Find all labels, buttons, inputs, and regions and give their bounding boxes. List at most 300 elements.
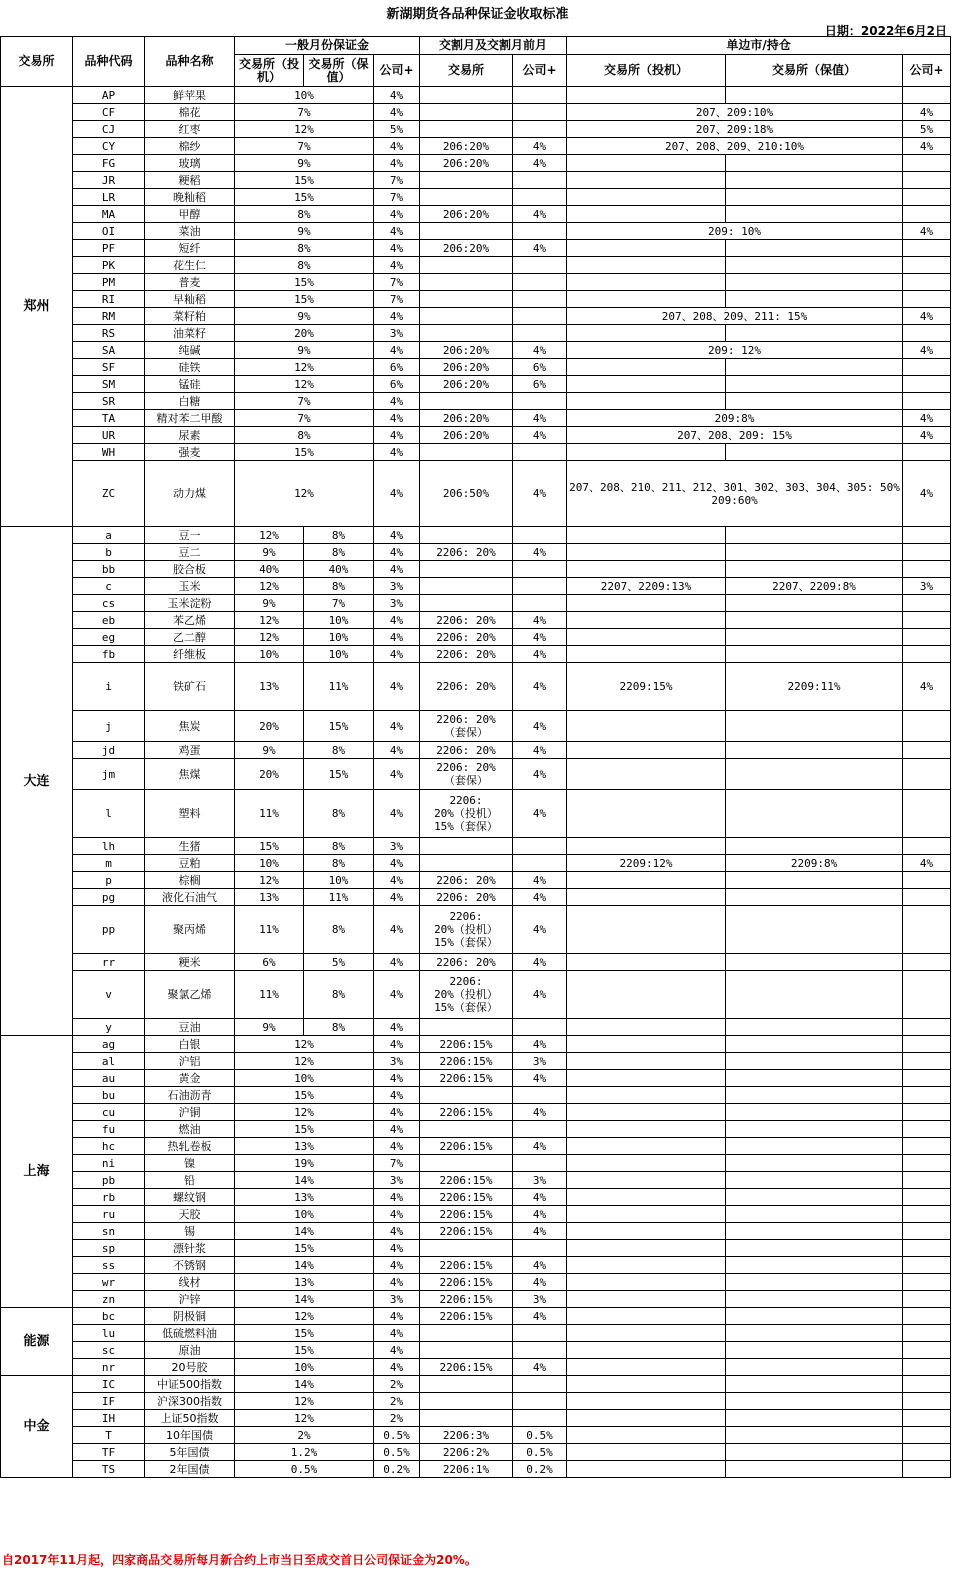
header-delivery-company: 公司+ (513, 55, 567, 87)
delivery-company-add (513, 291, 567, 308)
oneside-margin-spec (567, 1070, 726, 1087)
company-add: 4% (374, 527, 420, 544)
delivery-exchange-margin: 2206:15% (420, 1308, 513, 1325)
product-name: 纯碱 (145, 342, 235, 359)
oneside-company-add (903, 889, 951, 906)
oneside-company-add (903, 1189, 951, 1206)
product-name: 聚氯乙烯 (145, 971, 235, 1019)
delivery-company-add (513, 223, 567, 240)
oneside-margin-hedge (726, 1359, 903, 1376)
table-row (1, 189, 951, 206)
product-code: ni (73, 1155, 145, 1172)
product-code: y (73, 1019, 145, 1036)
exchange-margin-spec: 15% (235, 838, 304, 855)
oneside-margin-hedge (726, 1053, 903, 1070)
oneside-company-add (903, 1223, 951, 1240)
table-row (1, 889, 951, 906)
oneside-company-add: 3% (903, 578, 951, 595)
company-add: 4% (374, 1359, 420, 1376)
delivery-company-add: 4% (513, 240, 567, 257)
oneside-margin-hedge (726, 1274, 903, 1291)
table-row (1, 544, 951, 561)
delivery-exchange-margin: 2206: 20% （套保） (420, 759, 513, 790)
company-add: 3% (374, 1172, 420, 1189)
exchange-margin-spec: 12% (235, 872, 304, 889)
exchange-margin: 13% (235, 1189, 374, 1206)
delivery-exchange-margin: 2206: 20%（投机） 15%（套保） (420, 971, 513, 1019)
product-code: AP (73, 87, 145, 104)
exchange-margin-hedge: 8% (304, 838, 374, 855)
exchange-margin-hedge: 8% (304, 578, 374, 595)
product-code: zn (73, 1291, 145, 1308)
company-add: 4% (374, 393, 420, 410)
product-code: IH (73, 1410, 145, 1427)
delivery-exchange-margin: 206:50% (420, 461, 513, 527)
delivery-company-add (513, 189, 567, 206)
oneside-company-add (903, 612, 951, 629)
product-code: TA (73, 410, 145, 427)
company-add: 4% (374, 104, 420, 121)
product-name: 豆油 (145, 1019, 235, 1036)
product-name: 石油沥青 (145, 1087, 235, 1104)
delivery-exchange-margin (420, 87, 513, 104)
table-row (1, 663, 951, 711)
delivery-exchange-margin: 206:20% (420, 342, 513, 359)
company-add: 4% (374, 1342, 420, 1359)
exchange-margin-spec: 20% (235, 711, 304, 742)
oneside-margin-hedge (726, 1019, 903, 1036)
delivery-company-add (513, 578, 567, 595)
header-name: 品种名称 (145, 37, 235, 87)
oneside-margin-hedge (726, 359, 903, 376)
oneside-margin-spec (567, 1308, 726, 1325)
oneside-company-add (903, 240, 951, 257)
oneside-company-add (903, 1410, 951, 1427)
company-add: 4% (374, 742, 420, 759)
oneside-company-add: 4% (903, 308, 951, 325)
delivery-company-add: 0.5% (513, 1427, 567, 1444)
delivery-exchange-margin (420, 223, 513, 240)
product-name: 甲醇 (145, 206, 235, 223)
oneside-margin-spec (567, 155, 726, 172)
product-name: 苯乙烯 (145, 612, 235, 629)
exchange-margin-spec: 6% (235, 954, 304, 971)
exchange-margin-hedge: 8% (304, 906, 374, 954)
company-add: 4% (374, 711, 420, 742)
oneside-company-add (903, 359, 951, 376)
delivery-company-add (513, 308, 567, 325)
oneside-margin-hedge (726, 544, 903, 561)
product-code: a (73, 527, 145, 544)
company-add: 4% (374, 906, 420, 954)
oneside-margin-hedge (726, 1155, 903, 1172)
delivery-company-add: 4% (513, 612, 567, 629)
table-row (1, 1325, 951, 1342)
table-row (1, 1393, 951, 1410)
delivery-exchange-margin (420, 393, 513, 410)
oneside-margin: 209: 12% (567, 342, 903, 359)
company-add: 4% (374, 461, 420, 527)
oneside-margin-hedge (726, 1444, 903, 1461)
product-name: 原油 (145, 1342, 235, 1359)
oneside-company-add: 4% (903, 855, 951, 872)
table-row (1, 1376, 951, 1393)
company-add: 4% (374, 410, 420, 427)
oneside-company-add (903, 1053, 951, 1070)
exchange-margin: 14% (235, 1172, 374, 1189)
delivery-company-add: 3% (513, 1172, 567, 1189)
oneside-company-add (903, 155, 951, 172)
company-add: 4% (374, 1257, 420, 1274)
sheet-title: 新湖期货各品种保证金收取标准 (386, 7, 569, 22)
oneside-margin-spec (567, 1019, 726, 1036)
exchange-margin: 12% (235, 1053, 374, 1070)
product-name: 天胶 (145, 1206, 235, 1223)
oneside-margin-hedge (726, 1206, 903, 1223)
table-row (1, 172, 951, 189)
exchange-margin-hedge: 8% (304, 855, 374, 872)
oneside-company-add (903, 595, 951, 612)
delivery-company-add: 4% (513, 711, 567, 742)
delivery-company-add (513, 1325, 567, 1342)
oneside-company-add (903, 1274, 951, 1291)
table-row (1, 342, 951, 359)
delivery-exchange-margin (420, 257, 513, 274)
company-add: 4% (374, 308, 420, 325)
delivery-exchange-margin (420, 838, 513, 855)
oneside-margin-spec (567, 1138, 726, 1155)
exchange-margin: 9% (235, 223, 374, 240)
oneside-company-add (903, 1121, 951, 1138)
delivery-company-add: 4% (513, 872, 567, 889)
company-add: 4% (374, 155, 420, 172)
exchange-margin-spec: 9% (235, 544, 304, 561)
exchange-margin: 15% (235, 444, 374, 461)
exchange-margin: 15% (235, 1087, 374, 1104)
oneside-company-add: 4% (903, 461, 951, 527)
product-name: 铅 (145, 1172, 235, 1189)
oneside-margin: 209:8% (567, 410, 903, 427)
delivery-company-add (513, 1393, 567, 1410)
oneside-margin-hedge (726, 155, 903, 172)
delivery-exchange-margin: 206:20% (420, 206, 513, 223)
oneside-margin-spec (567, 1461, 726, 1478)
exchange-margin: 7% (235, 410, 374, 427)
product-code: pg (73, 889, 145, 906)
oneside-margin-spec (567, 561, 726, 578)
table-row (1, 711, 951, 742)
delivery-company-add (513, 87, 567, 104)
delivery-exchange-margin (420, 1342, 513, 1359)
product-code: PF (73, 240, 145, 257)
exchange-margin: 14% (235, 1291, 374, 1308)
table-row (1, 612, 951, 629)
delivery-exchange-margin: 2206:15% (420, 1206, 513, 1223)
oneside-margin-hedge (726, 1070, 903, 1087)
table-row (1, 1070, 951, 1087)
delivery-exchange-margin (420, 561, 513, 578)
oneside-margin: 207、208、210、211、212、301、302、303、304、305: 50% 209:60% (567, 461, 903, 527)
oneside-company-add (903, 393, 951, 410)
table-row (1, 954, 951, 971)
exchange-margin: 7% (235, 104, 374, 121)
exchange-margin-hedge: 5% (304, 954, 374, 971)
delivery-exchange-margin (420, 308, 513, 325)
delivery-exchange-margin: 2206: 20% (420, 889, 513, 906)
product-code: l (73, 790, 145, 838)
header-exchange: 交易所 (1, 37, 73, 87)
oneside-margin-hedge (726, 561, 903, 578)
oneside-margin-hedge (726, 274, 903, 291)
delivery-exchange-margin: 2206:2% (420, 1444, 513, 1461)
delivery-exchange-margin: 2206: 20% (420, 612, 513, 629)
oneside-company-add (903, 971, 951, 1019)
exchange-margin: 1.2% (235, 1444, 374, 1461)
delivery-exchange-margin: 2206:15% (420, 1359, 513, 1376)
oneside-company-add: 4% (903, 104, 951, 121)
table-row (1, 759, 951, 790)
product-code: v (73, 971, 145, 1019)
company-add: 4% (374, 1308, 420, 1325)
oneside-margin-spec (567, 544, 726, 561)
oneside-margin-spec (567, 1257, 726, 1274)
oneside-company-add (903, 1427, 951, 1444)
company-add: 4% (374, 759, 420, 790)
sheet-date: 日期：2022年6月2日 (824, 24, 947, 38)
oneside-margin-hedge (726, 257, 903, 274)
delivery-exchange-margin: 2206:15% (420, 1291, 513, 1308)
delivery-exchange-margin (420, 1019, 513, 1036)
exchange-margin-spec: 12% (235, 612, 304, 629)
table-row (1, 257, 951, 274)
delivery-company-add: 4% (513, 206, 567, 223)
oneside-margin: 207、208、209、210:10% (567, 138, 903, 155)
delivery-exchange-margin: 2206:15% (420, 1070, 513, 1087)
company-add: 3% (374, 595, 420, 612)
oneside-margin-spec (567, 1291, 726, 1308)
product-code: sc (73, 1342, 145, 1359)
product-name: 硅铁 (145, 359, 235, 376)
oneside-margin-spec (567, 759, 726, 790)
table-row (1, 742, 951, 759)
delivery-company-add: 0.2% (513, 1461, 567, 1478)
product-name: 尿素 (145, 427, 235, 444)
company-add: 6% (374, 376, 420, 393)
exchange-margin-spec: 40% (235, 561, 304, 578)
product-name: 乙二醇 (145, 629, 235, 646)
oneside-company-add (903, 759, 951, 790)
product-code: pb (73, 1172, 145, 1189)
delivery-company-add: 4% (513, 1104, 567, 1121)
exchange-margin: 2% (235, 1427, 374, 1444)
product-code: rb (73, 1189, 145, 1206)
header-oneside-company: 公司+ (903, 55, 951, 87)
oneside-margin-hedge (726, 1257, 903, 1274)
delivery-exchange-margin: 2206:15% (420, 1104, 513, 1121)
product-name: 20号胶 (145, 1359, 235, 1376)
oneside-margin-spec (567, 1393, 726, 1410)
exchange-margin: 8% (235, 257, 374, 274)
company-add: 4% (374, 1325, 420, 1342)
exchange-margin-hedge: 8% (304, 1019, 374, 1036)
table-row (1, 1087, 951, 1104)
oneside-margin-spec (567, 1053, 726, 1070)
delivery-company-add: 4% (513, 342, 567, 359)
product-name: 焦煤 (145, 759, 235, 790)
company-add: 4% (374, 342, 420, 359)
oneside-company-add (903, 1325, 951, 1342)
product-code: ru (73, 1206, 145, 1223)
oneside-company-add (903, 1206, 951, 1223)
delivery-company-add: 4% (513, 646, 567, 663)
oneside-margin-hedge (726, 527, 903, 544)
product-code: bb (73, 561, 145, 578)
exchange-margin-hedge: 11% (304, 889, 374, 906)
oneside-margin-spec (567, 1087, 726, 1104)
table-row (1, 1410, 951, 1427)
oneside-margin-spec (567, 1155, 726, 1172)
oneside-margin-hedge (726, 240, 903, 257)
oneside-margin-spec (567, 274, 726, 291)
margin-rows (1, 87, 951, 1478)
oneside-company-add: 4% (903, 342, 951, 359)
delivery-exchange-margin (420, 578, 513, 595)
exchange-margin-hedge: 7% (304, 595, 374, 612)
oneside-margin-hedge (726, 1410, 903, 1427)
oneside-margin-hedge: 2209:11% (726, 663, 903, 711)
exchange-margin: 9% (235, 342, 374, 359)
product-code: LR (73, 189, 145, 206)
product-name: 锡 (145, 1223, 235, 1240)
exchange-name: 郑州 (1, 87, 73, 527)
product-name: 中证500指数 (145, 1376, 235, 1393)
company-add: 7% (374, 274, 420, 291)
delivery-company-add (513, 104, 567, 121)
header-general-month: 一般月份保证金 (235, 37, 420, 55)
table-row (1, 410, 951, 427)
delivery-exchange-margin: 2206: 20% （套保） (420, 711, 513, 742)
delivery-company-add (513, 855, 567, 872)
oneside-margin-spec (567, 359, 726, 376)
oneside-margin-hedge (726, 612, 903, 629)
delivery-company-add (513, 1019, 567, 1036)
product-code: TF (73, 1444, 145, 1461)
table-row (1, 155, 951, 172)
exchange-margin-spec: 20% (235, 759, 304, 790)
product-code: wr (73, 1274, 145, 1291)
product-code: ZC (73, 461, 145, 527)
delivery-exchange-margin (420, 1155, 513, 1172)
product-name: 棉纱 (145, 138, 235, 155)
table-row (1, 138, 951, 155)
delivery-company-add: 4% (513, 742, 567, 759)
product-code: CJ (73, 121, 145, 138)
company-add: 4% (374, 612, 420, 629)
company-add: 5% (374, 121, 420, 138)
exchange-margin-hedge: 10% (304, 646, 374, 663)
oneside-margin-hedge (726, 954, 903, 971)
oneside-margin-hedge (726, 790, 903, 838)
table-row (1, 595, 951, 612)
delivery-company-add: 6% (513, 359, 567, 376)
table-row (1, 1121, 951, 1138)
table-row (1, 1444, 951, 1461)
oneside-margin-spec (567, 1427, 726, 1444)
oneside-margin-spec (567, 1240, 726, 1257)
product-code: i (73, 663, 145, 711)
oneside-margin-hedge (726, 1427, 903, 1444)
exchange-margin: 12% (235, 461, 374, 527)
exchange-margin-spec: 11% (235, 790, 304, 838)
delivery-company-add: 4% (513, 1189, 567, 1206)
product-name: 5年国债 (145, 1444, 235, 1461)
oneside-company-add: 4% (903, 427, 951, 444)
oneside-margin-spec (567, 325, 726, 342)
oneside-margin-spec (567, 646, 726, 663)
oneside-margin-spec: 2209:12% (567, 855, 726, 872)
oneside-company-add (903, 444, 951, 461)
product-name: 纤维板 (145, 646, 235, 663)
oneside-margin-hedge (726, 1138, 903, 1155)
oneside-margin-spec (567, 1359, 726, 1376)
company-add: 4% (374, 1070, 420, 1087)
exchange-margin: 19% (235, 1155, 374, 1172)
company-add: 2% (374, 1393, 420, 1410)
oneside-margin-hedge (726, 711, 903, 742)
oneside-company-add (903, 376, 951, 393)
oneside-margin-spec (567, 1444, 726, 1461)
product-name: 粳稻 (145, 172, 235, 189)
product-code: hc (73, 1138, 145, 1155)
delivery-exchange-margin (420, 855, 513, 872)
exchange-margin-spec: 10% (235, 646, 304, 663)
footer-note: 自2017年11月起，四家商品交易所每月新合约上市当日至成交首日公司保证金为20%。 (2, 1553, 477, 1567)
delivery-company-add (513, 1121, 567, 1138)
exchange-margin: 8% (235, 206, 374, 223)
company-add: 4% (374, 206, 420, 223)
header-company-plus: 公司+ (374, 55, 420, 87)
product-code: bu (73, 1087, 145, 1104)
exchange-margin-hedge: 8% (304, 790, 374, 838)
product-code: IC (73, 1376, 145, 1393)
product-code: SF (73, 359, 145, 376)
table-row (1, 1189, 951, 1206)
company-add: 4% (374, 790, 420, 838)
product-name: 花生仁 (145, 257, 235, 274)
delivery-exchange-margin: 2206:15% (420, 1257, 513, 1274)
oneside-margin-spec (567, 1206, 726, 1223)
product-code: PK (73, 257, 145, 274)
delivery-company-add: 4% (513, 1070, 567, 1087)
delivery-company-add: 4% (513, 410, 567, 427)
product-code: p (73, 872, 145, 889)
oneside-margin-hedge (726, 1393, 903, 1410)
exchange-margin: 10% (235, 1206, 374, 1223)
delivery-exchange-margin: 2206:15% (420, 1172, 513, 1189)
exchange-margin-spec: 12% (235, 578, 304, 595)
company-add: 4% (374, 138, 420, 155)
delivery-exchange-margin: 2206:15% (420, 1223, 513, 1240)
product-code: fu (73, 1121, 145, 1138)
oneside-margin-hedge (726, 1308, 903, 1325)
company-add: 4% (374, 257, 420, 274)
product-name: 2年国债 (145, 1461, 235, 1478)
product-name: 螺纹钢 (145, 1189, 235, 1206)
table-row (1, 240, 951, 257)
product-code: PM (73, 274, 145, 291)
company-add: 4% (374, 1104, 420, 1121)
product-code: RM (73, 308, 145, 325)
